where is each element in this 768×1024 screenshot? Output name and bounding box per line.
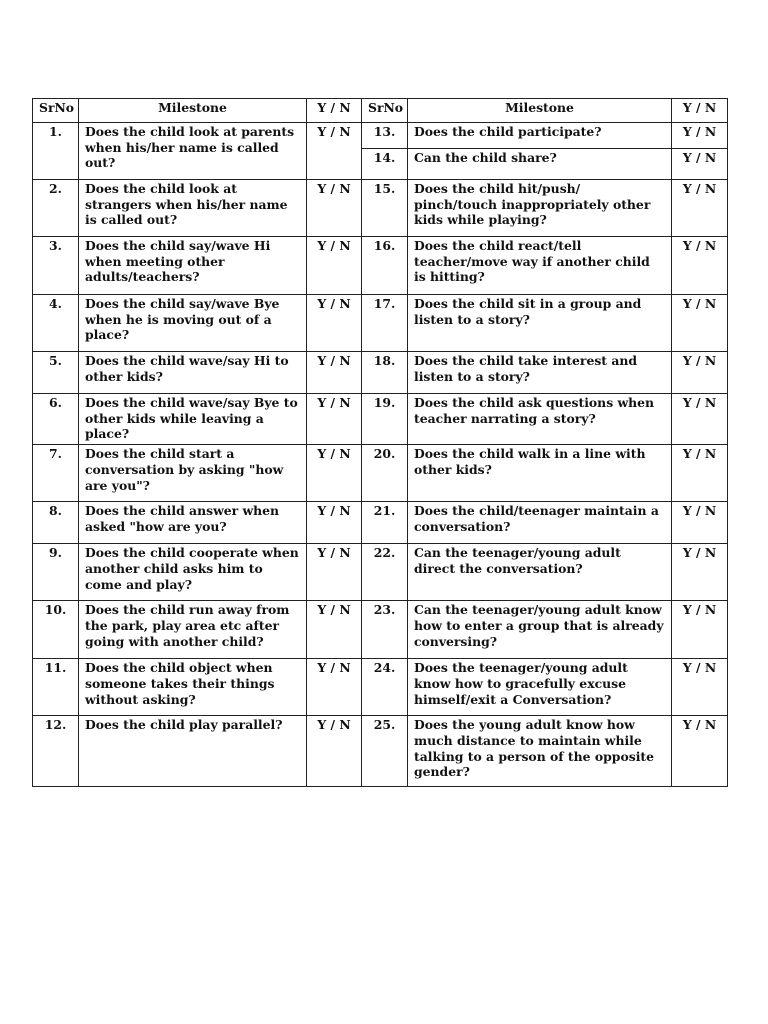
milestone-question: Does the child wave/say Hi to other kids? bbox=[79, 352, 307, 394]
yes-no-answer: Y / N bbox=[307, 352, 362, 394]
yes-no-answer: Y / N bbox=[307, 123, 362, 180]
yes-no-answer: Y / N bbox=[307, 716, 362, 787]
header-yn-right: Y / N bbox=[672, 99, 728, 123]
row-number: 15. bbox=[362, 180, 408, 237]
yes-no-answer: Y / N bbox=[672, 352, 728, 394]
milestone-question: Does the child start a conversation by asking "how are you"? bbox=[79, 445, 307, 502]
table-header-row bbox=[33, 99, 728, 123]
milestone-question: Does the teenager/young adult know how to gracefully excuse himself/exit a Conversation? bbox=[408, 659, 672, 716]
row-number: 3. bbox=[33, 237, 79, 295]
milestone-question: Does the child react/tell teacher/move way if another child is hitting? bbox=[408, 237, 672, 295]
yes-no-answer: Y / N bbox=[672, 601, 728, 659]
yes-no-answer: Y / N bbox=[672, 295, 728, 352]
milestone-table bbox=[32, 98, 728, 787]
milestone-question: Does the young adult know how much distance to maintain while talking to a person of the opposite gender? bbox=[408, 716, 672, 787]
milestone-question: Does the child say/wave Hi when meeting other adults/teachers? bbox=[79, 237, 307, 295]
row-number: 25. bbox=[362, 716, 408, 787]
milestone-question: Does the child take interest and listen to a story? bbox=[408, 352, 672, 394]
yes-no-answer: Y / N bbox=[672, 123, 728, 149]
yes-no-answer: Y / N bbox=[672, 659, 728, 716]
yes-no-answer: Y / N bbox=[672, 445, 728, 502]
table-row bbox=[33, 601, 728, 659]
milestone-question: Can the teenager/young adult direct the conversation? bbox=[408, 544, 672, 601]
table-row bbox=[33, 716, 728, 787]
yes-no-answer: Y / N bbox=[672, 394, 728, 445]
yes-no-answer: Y / N bbox=[307, 180, 362, 237]
row-number: 9. bbox=[33, 544, 79, 601]
row-number: 24. bbox=[362, 659, 408, 716]
milestone-question: Can the teenager/young adult know how to enter a group that is already conversing? bbox=[408, 601, 672, 659]
header-milestone-right: Milestone bbox=[408, 99, 672, 123]
yes-no-answer: Y / N bbox=[307, 502, 362, 544]
milestone-question: Does the child answer when asked "how are you? bbox=[79, 502, 307, 544]
milestone-question: Does the child participate? bbox=[408, 123, 672, 149]
yes-no-answer: Y / N bbox=[307, 237, 362, 295]
row-number: 5. bbox=[33, 352, 79, 394]
yes-no-answer: Y / N bbox=[672, 544, 728, 601]
table-row bbox=[33, 123, 728, 149]
milestone-question: Does the child play parallel? bbox=[79, 716, 307, 787]
header-milestone-left: Milestone bbox=[79, 99, 307, 123]
milestone-question: Does the child sit in a group and listen to a story? bbox=[408, 295, 672, 352]
yes-no-answer: Y / N bbox=[307, 659, 362, 716]
row-number: 6. bbox=[33, 394, 79, 445]
milestone-question: Does the child wave/say Bye to other kids while leaving a place? bbox=[79, 394, 307, 445]
header-srno-right: SrNo bbox=[362, 99, 408, 123]
milestone-question: Does the child cooperate when another child asks him to come and play? bbox=[79, 544, 307, 601]
milestone-question: Does the child/teenager maintain a conversation? bbox=[408, 502, 672, 544]
row-number: 16. bbox=[362, 237, 408, 295]
table-row bbox=[33, 544, 728, 601]
row-number: 13. bbox=[362, 123, 408, 149]
table-row bbox=[33, 180, 728, 237]
yes-no-answer: Y / N bbox=[307, 295, 362, 352]
yes-no-answer: Y / N bbox=[672, 716, 728, 787]
row-number: 11. bbox=[33, 659, 79, 716]
row-number: 20. bbox=[362, 445, 408, 502]
row-number: 23. bbox=[362, 601, 408, 659]
yes-no-answer: Y / N bbox=[307, 601, 362, 659]
milestone-question: Does the child look at strangers when his/her name is called out? bbox=[79, 180, 307, 237]
milestone-question: Does the child say/wave Bye when he is moving out of a place? bbox=[79, 295, 307, 352]
table-row bbox=[33, 295, 728, 352]
row-number: 10. bbox=[33, 601, 79, 659]
row-number: 8. bbox=[33, 502, 79, 544]
row-number: 7. bbox=[33, 445, 79, 502]
row-number: 21. bbox=[362, 502, 408, 544]
yes-no-answer: Y / N bbox=[307, 544, 362, 601]
row-number: 22. bbox=[362, 544, 408, 601]
row-number: 14. bbox=[362, 149, 408, 180]
table-row bbox=[33, 237, 728, 295]
row-number: 17. bbox=[362, 295, 408, 352]
milestone-question: Does the child run away from the park, play area etc after going with another child? bbox=[79, 601, 307, 659]
row-number: 19. bbox=[362, 394, 408, 445]
yes-no-answer: Y / N bbox=[307, 394, 362, 445]
header-srno-left: SrNo bbox=[33, 99, 79, 123]
milestone-question: Does the child look at parents when his/her name is called out? bbox=[79, 123, 307, 180]
milestone-question: Can the child share? bbox=[408, 149, 672, 180]
row-number: 4. bbox=[33, 295, 79, 352]
milestone-question: Does the child object when someone takes their things without asking? bbox=[79, 659, 307, 716]
row-number: 18. bbox=[362, 352, 408, 394]
row-number: 12. bbox=[33, 716, 79, 787]
milestone-question: Does the child hit/push/ pinch/touch inappropriately other kids while playing? bbox=[408, 180, 672, 237]
yes-no-answer: Y / N bbox=[672, 180, 728, 237]
yes-no-answer: Y / N bbox=[307, 445, 362, 502]
milestone-question: Does the child walk in a line with other kids? bbox=[408, 445, 672, 502]
milestone-question: Does the child ask questions when teacher narrating a story? bbox=[408, 394, 672, 445]
table-row bbox=[33, 445, 728, 502]
row-number: 2. bbox=[33, 180, 79, 237]
yes-no-answer: Y / N bbox=[672, 149, 728, 180]
table-row bbox=[33, 352, 728, 394]
table-row bbox=[33, 502, 728, 544]
table-row bbox=[33, 394, 728, 445]
header-yn-left: Y / N bbox=[307, 99, 362, 123]
yes-no-answer: Y / N bbox=[672, 502, 728, 544]
yes-no-answer: Y / N bbox=[672, 237, 728, 295]
row-number: 1. bbox=[33, 123, 79, 180]
table-row bbox=[33, 659, 728, 716]
